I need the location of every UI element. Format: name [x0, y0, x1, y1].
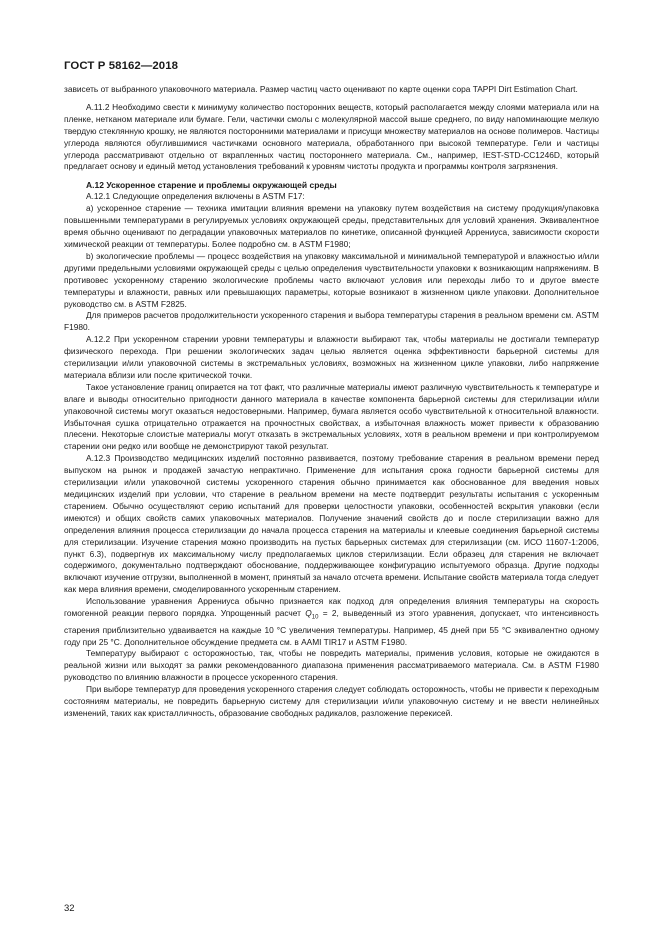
paragraph-arrhenius [64, 596, 599, 648]
definition-accelerated-aging: а) ускоренное старение — техника имитации влияния времени на упаковку путем воздействия на систему продукция/упаковка повышенными температурами в регулируемых условиях окружающей среды, представительных для условий хранения. Эквивалентное время обычно оценивают по деградации упаковочных материалов по кинетике, описанной функцией Аррениуса, зависимости скорости химической реакции от температуры. Более подробно см. в ASTM F1980; [64, 203, 599, 249]
q-symbol: Q [305, 608, 312, 619]
paragraph-a-12-2: А.12.2 При ускоренном старении уровни температуры и влажности выбирают так, чтобы материалы не достигали температур физического перехода. При решении экологических задач целью является оценка эффективности барьерной системы для стерилизации и/или упаковочной системы в экстремальных условиях, возможных на жизненном цикле упаковки, либо напряжение материала вблизи или после критической точки. [64, 334, 599, 380]
paragraph-calculation-examples: Для примеров расчетов продолжительности ускоренного старения и выбора температуры старения в реальном времени см. ASTM F1980. [64, 310, 599, 333]
definition-environmental-challenges: b) экологические проблемы — процесс воздействия на упаковку максимальной и минимальной температурой и влажностью и/или другими предельными условиями окружающей среды с целью определения чувствительности упаковки к возникающим напряжениям. В противовес ускоренному старению экологические проблемы часто включают условия или переходы либо то и другое вместе температуры и влажности, равных или превышающих параметры, которые возникают в жизненном цикле упаковки. Дополнительное руководство см. в ASTM F2825. [64, 250, 599, 309]
paragraph-boundary-setting: Такое установление границ опирается на тот факт, что различные материалы имеют различную чувствительность к температуре и влаге и выводы относительно пригодности данного материала в качестве компонента барьерной системы для стерилизации и/или упаковочной системы могут оказаться недостоверными. Например, бумага является особо чувствительной к относительной влажности. Избыточная сушка отрицательно отражается на прочностных свойствах, а избыточная влажность может привести к образованию плесени. Некоторые слоистые материалы могут отказать в экстремальных условиях, хотя в реальном времени и при контролируемом старении они редко или вообще не демонстрируют такой результат. [64, 381, 599, 452]
arrhenius-text-end: = 2, выведенный из этого уравнения, допускает, что интенсивность старения приблизительно удваивается на каждые 10 °С увеличения температуры. Например, 45 дней при 55 °С эквивалентно одному году при 25 °С. Дополнительное обсуждение предмета см. в AAMI TIR17 и ASTM F1980. [64, 608, 599, 647]
paragraph-a-12-3: А.12.3 Производство медицинских изделий постоянно развивается, поэтому требование старения в реальном времени перед выпуском на рынок и продажей зачастую непрактично. Применение для испытания срока годности барьерной системы для стерилизации и/или упаковочной системы ускоренного старения обычно принимается как обоснованное для введения новых медицинских изделий при условии, что старение в реальном времени на месте подтвердит результаты испытания с ускоренным старением. Обычно осуществляют серию испытаний для проверки целостности упаковки, особенностей вскрытия упаковки (если имеются) и общих свойств самих упаковочных материалов. Получение значений свойств до и после стерилизации важно для определения влияния процесса стерилизации до начала процесса старения на материалы и клеевые соединения барьерной системы для стерилизации. Изучение старения можно производить на пустых барьерных системах для стерилизации (см. ИСО 11607-1:2006, пункт 6.3), подвергнув их максимальному числу предполагаемых циклов стерилизации. Если образец для старения не включает содержимого, документально подтверждают обоснование, поддерживающее конфигурацию испытуемого образца. Другие подходы включают изучение отгрузки, выполненной в момент, принятый за начало отсчета времени. Испытание свойств материала тогда следует как мера влияния времени, смоделированного ускоренным старением. [64, 453, 599, 595]
paragraph-temperature-selection: Температуру выбирают с осторожностью, так, чтобы не повредить материалы, применив условия, которые не ожидаются в реальной жизни или выходят за рамки рекомендованного диапазона применения рассматриваемого материала. См. в ASTM F1980 руководство по влиянию влажности в процессе ускоренного старения. [64, 648, 599, 683]
document-header: ГОСТ Р 58162—2018 [64, 60, 179, 72]
paragraph-temperature-caution: При выборе температур для проведения ускоренного старения следует соблюдать осторожность, чтобы не привести к переходным состояниям материалы, не повредить барьерную систему для стерилизации и/или упаковочную систему и не ввести нелинейных изменений, таких как кристалличность, образование свободных радикалов, разложение перекисей. [64, 684, 599, 718]
paragraph-a-12-1: А.12.1 Следующие определения включены в ASTM F17: [86, 191, 305, 202]
arrhenius-text-start: Использование уравнения Аррениуса обычно признается как подход для определения влияния температуры на скорость гомогенной реакции первого порядка. Упрощенный расчет [64, 596, 599, 619]
paragraph-a-11-2: А.11.2 Необходимо свести к минимуму количество посторонних веществ, который располагается между слоями материала или на пленке, нетканом материале или бумаге. Гели, частички смолы с молекулярной массой выше среднего, по виду напоминающие мелкую твердую стеклянную крошку, не являются посторонними материалами и присущи множеству материалов на основе полимеров. Частицы углерода являются обуглившимися частичками основного материала, обработанного при высокой температуре. Гели и частицы углерода рассматривают отдельно от вкрапленных частиц постороннего материала. См., например, IEST-STD-CC1246D, который предлагает основу и единый метод установления требований к уровням чистоты продукта и программы контроля загрязнения. [64, 101, 599, 172]
section-heading-a-12: А.12 Ускоренное старение и проблемы окружающей среды [86, 180, 337, 191]
paragraph-continuation: зависеть от выбранного упаковочного материала. Размер частиц часто оценивают по карте оценки сора TAPPI Dirt Estimation Chart. [64, 84, 578, 94]
page-body [64, 84, 599, 720]
page-number: 32 [64, 903, 75, 914]
q-subscript: 10 [311, 614, 319, 621]
